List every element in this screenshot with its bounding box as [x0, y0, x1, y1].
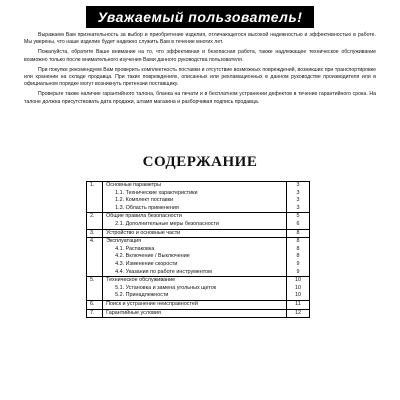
toc-entry-title: 4.3. Изменение скорости	[103, 261, 287, 269]
toc-number: 7.	[87, 309, 103, 318]
toc-row	[87, 221, 310, 229]
toc-number: 6.	[87, 300, 103, 309]
toc-number	[87, 261, 103, 269]
toc-page-number: 10	[286, 292, 309, 300]
toc-row	[87, 213, 310, 221]
toc-number	[87, 292, 103, 300]
toc-number: 2.	[87, 213, 103, 221]
toc-row	[87, 292, 310, 300]
toc-row	[87, 205, 310, 213]
intro-text	[24, 32, 376, 109]
toc-entry-title: Эксплуатация	[103, 238, 287, 246]
toc-entry-title: Общие правила безопасности	[103, 213, 287, 221]
toc-page-number: 9	[286, 261, 309, 269]
toc-page-number: 8	[286, 229, 309, 238]
toc-entry-title: 2.1. Дополнительные меры безопасности	[103, 221, 287, 229]
toc-page-number: 3	[286, 197, 309, 205]
toc-row	[87, 269, 310, 277]
toc-number	[87, 190, 103, 198]
toc-number: 5.	[87, 277, 103, 285]
toc-page-number: 8	[286, 238, 309, 246]
toc-row	[87, 277, 310, 285]
toc-number: 3.	[87, 229, 103, 238]
intro-paragraph: При покупке рекомендуем Вам проверить комплектность поставки и отсутствие возможных повреждений, возникших при транспортировке или хранении на складе продавца. При таких повреждениях, описанных или рекламационных в данном руководстве производителя или в официальном порядке могут возникнуть претензии поставщику.	[24, 66, 376, 88]
toc-entry-title: Гарантийные условия	[103, 309, 287, 318]
toc-entry-title: 4.4. Указания по работе инструментом	[103, 269, 287, 277]
toc-entry-title: 4.2. Включение / Выключение	[103, 253, 287, 261]
toc-table	[86, 181, 310, 318]
intro-paragraph: Проверьте также наличие гарантийного талона, бланка на печати и в бесплатном устранении дефектов в течение гарантийного срока. На талоне должна присутствовать дата продажи, штамп магазина и разборчивая подпись продавца.	[24, 91, 376, 105]
toc-page-number: 3	[286, 190, 309, 198]
toc-page-number: 8	[286, 253, 309, 261]
toc-page-number: 6	[286, 221, 309, 229]
toc-page-number: 5	[286, 213, 309, 221]
toc-page-number: 10	[286, 277, 309, 285]
toc-number	[87, 253, 103, 261]
toc-row	[87, 238, 310, 246]
toc-entry-title: 1.2. Комплект поставки	[103, 197, 287, 205]
toc-entry-title: 4.1. Распаковка	[103, 246, 287, 254]
toc-row	[87, 261, 310, 269]
toc-entry-title: Основные параметры	[103, 182, 287, 190]
toc-row	[87, 253, 310, 261]
toc-entry-title: Техническое обслуживание	[103, 277, 287, 285]
toc-row	[87, 300, 310, 309]
toc-page-number: 9	[286, 269, 309, 277]
page-heading-banner	[86, 6, 314, 28]
toc-page-number: 10	[286, 285, 309, 293]
toc-row	[87, 246, 310, 254]
toc-page-number: 3	[286, 205, 309, 213]
toc-page-number: 8	[286, 246, 309, 254]
toc-entry-title: Поиск и устранение неисправностей	[103, 300, 287, 309]
toc-entry-title: 1.1. Технические характеристики	[103, 190, 287, 198]
toc-title: СОДЕРЖАНИЕ	[142, 154, 258, 170]
toc-entry-title: Устройство и основные части	[103, 229, 287, 238]
toc-number	[87, 205, 103, 213]
toc-row	[87, 190, 310, 198]
toc-number	[87, 285, 103, 293]
intro-paragraph: Выражаем Вам признательность за выбор и приобретение изделия, отличающегося высокой надежностью и эффективностью в работе. Мы уверены, что наше изделие будет надежно служить Вам в течение многих лет.	[24, 32, 376, 46]
toc-row	[87, 285, 310, 293]
toc-number: 1.	[87, 182, 103, 190]
toc-number	[87, 246, 103, 254]
toc-page-number: 3	[286, 182, 309, 190]
toc-entry-title: 5.2. Принадлежности	[103, 292, 287, 300]
page-heading: Уважаемый пользователь!	[97, 9, 303, 25]
toc-number	[87, 269, 103, 277]
toc-page-number: 12	[286, 309, 309, 318]
toc-entry-title: 1.3. Область применения	[103, 205, 287, 213]
toc-row	[87, 182, 310, 190]
intro-paragraph: Пожалуйста, обратите Ваше внимание на то, что эффективная и безопасная работа, также надлежащее техническое обслуживание возможно только после внимательного изучения Вами данного руководства пользователя.	[24, 49, 376, 63]
toc-page-number: 11	[286, 300, 309, 309]
toc-row	[87, 309, 310, 318]
toc-row	[87, 197, 310, 205]
toc-entry-title: 5.1. Установка и замена угольных щеток	[103, 285, 287, 293]
toc-number: 4.	[87, 238, 103, 246]
toc-number	[87, 197, 103, 205]
toc-number	[87, 221, 103, 229]
toc-row	[87, 229, 310, 238]
